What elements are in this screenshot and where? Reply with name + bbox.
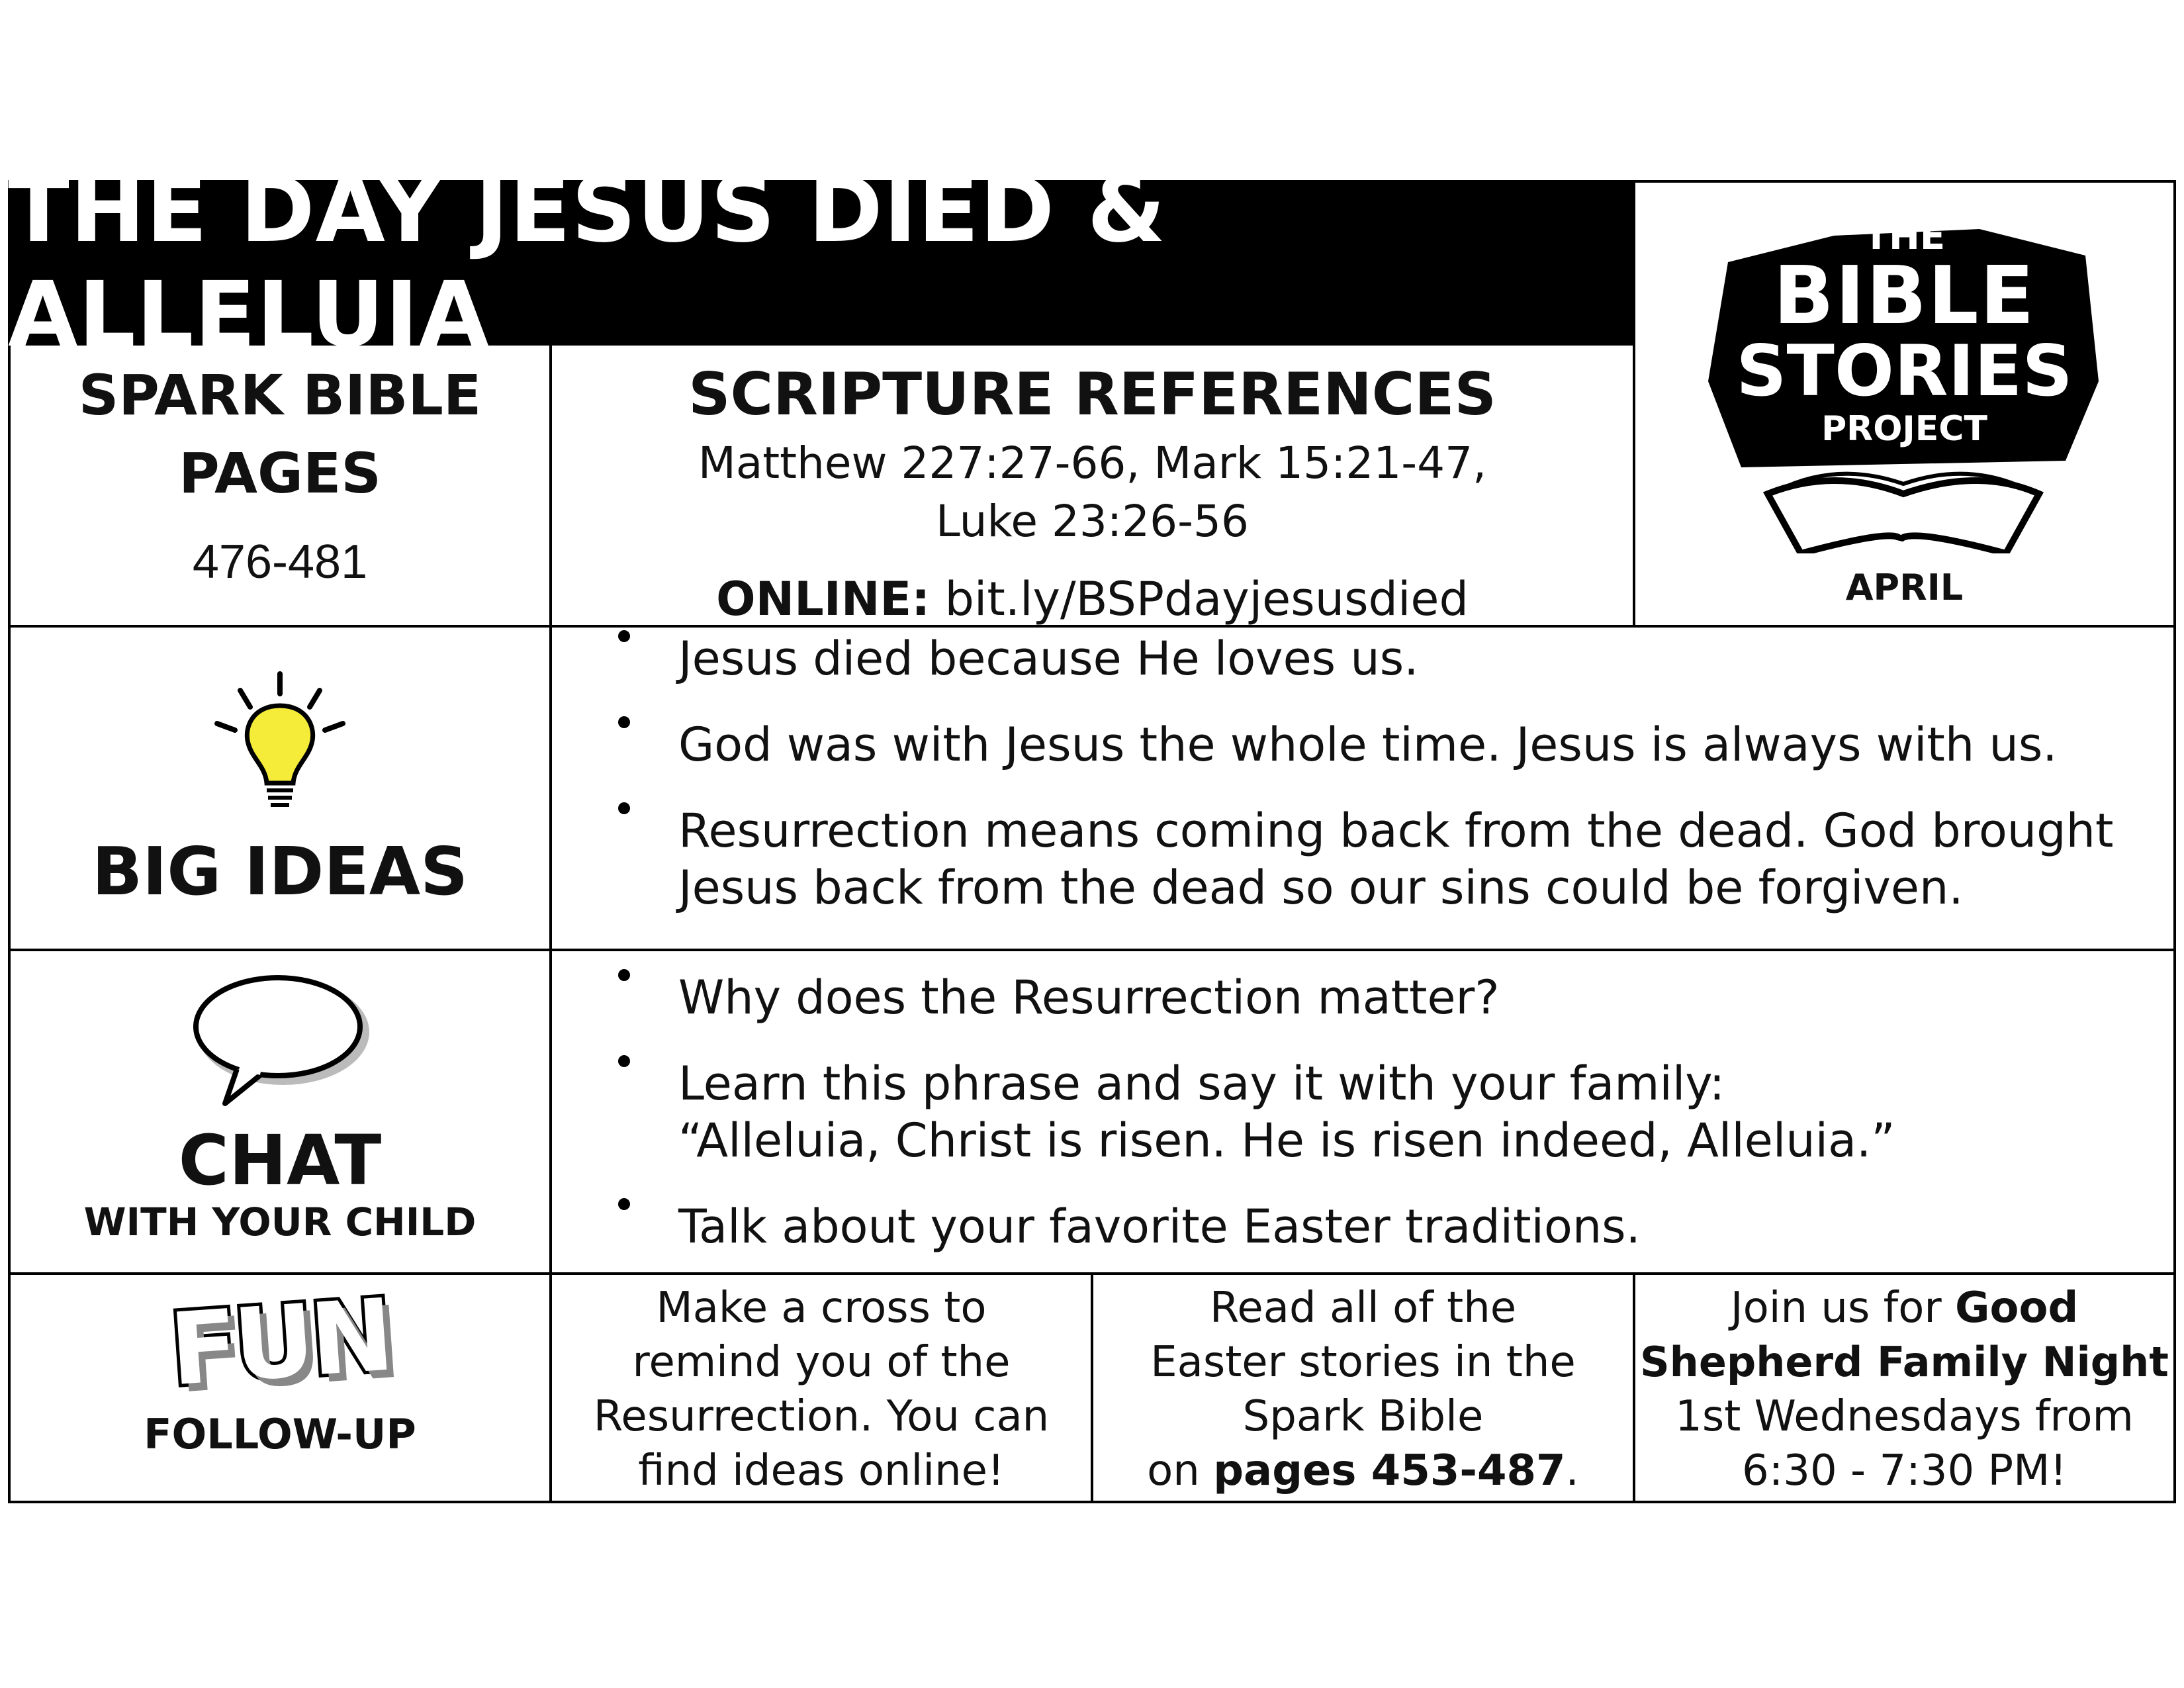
online-link-row — [716, 569, 1469, 629]
logo-project: PROJECT — [1821, 409, 1987, 449]
spark-bible-heading: SPARK BIBLE — [78, 363, 482, 428]
logo-stories: STORIES — [1736, 330, 2073, 412]
follow-up-join: Join us for Good Shepherd Family Night 1st Wednesdays from 6:30 - 7:30 PM! — [1640, 1283, 2169, 1495]
follow-up-cross: Make a cross to remind you of the Resurrection. You can find ideas online! — [593, 1283, 1050, 1495]
list-item: Why does the Resurrection matter? — [609, 969, 2164, 1026]
chat-sublabel: WITH YOUR CHILD — [83, 1199, 477, 1244]
list-item: Learn this phrase and say it with your family: “Alleluia, Christ is risen. He is risen indeed, Alleluia.” — [609, 1055, 2164, 1169]
chat-label: CHAT — [178, 1120, 382, 1201]
month-label: APRIL — [1845, 567, 1964, 608]
list-item: Resurrection means coming back from the dead. God brought Jesus back from the dead so our sins could be forgiven. — [609, 802, 2164, 916]
logo-text — [1635, 216, 2173, 450]
spark-bible-section — [11, 346, 549, 625]
big-ideas-list — [609, 630, 2164, 916]
scripture-reference: Luke 23:26-56 — [936, 496, 1249, 547]
big-ideas-label: BIG IDEAS — [91, 833, 469, 910]
fun-logo: FUN — [166, 1278, 394, 1409]
list-item: God was with Jesus the whole time. Jesus is always with us. — [609, 716, 2164, 773]
logo-bible: BIBLE — [1773, 250, 2036, 342]
lightbulb-icon — [207, 667, 353, 813]
logo-section — [1635, 183, 2173, 625]
follow-up-label: FOLLOW-UP — [144, 1410, 416, 1458]
scripture-reference: Matthew 227:27-66, Mark 15:21-47, — [698, 438, 1487, 489]
follow-up-label-cell — [11, 1275, 549, 1503]
follow-up-read: Read all of the Easter stories in the Spark Bible on pages 453-487. — [1147, 1283, 1579, 1495]
logo-the: THE — [1863, 215, 1946, 258]
spark-bible-heading: PAGES — [179, 441, 381, 506]
big-ideas-label-cell — [11, 628, 549, 949]
chat-list — [609, 969, 2164, 1255]
list-item: Talk about your favorite Easter traditions. — [609, 1198, 2164, 1255]
scripture-section — [552, 346, 1633, 625]
spark-bible-pages: 476-481 — [192, 536, 368, 588]
online-label: ONLINE: — [716, 572, 931, 626]
online-link[interactable]: bit.ly/BSPdayjesusdied — [944, 572, 1469, 626]
chat-label-cell — [11, 951, 549, 1272]
list-item: Jesus died because He loves us. — [609, 630, 2164, 687]
page-title: THE DAY JESUS DIED & ALLELUIA — [8, 158, 1167, 367]
title-bar — [8, 158, 1635, 367]
speech-bubble-icon — [184, 971, 376, 1117]
scripture-heading: SCRIPTURE REFERENCES — [688, 360, 1496, 428]
